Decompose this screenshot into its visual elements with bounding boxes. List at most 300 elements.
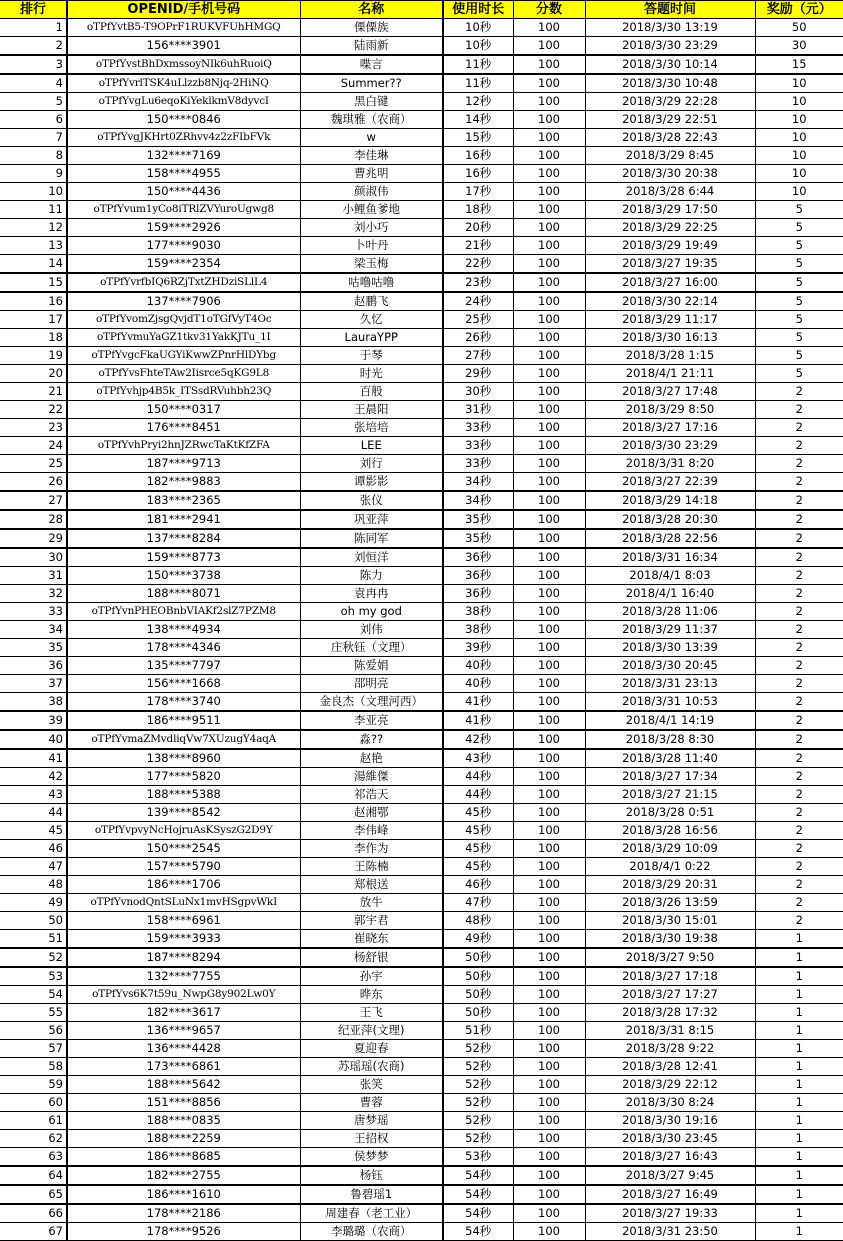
cell-score[interactable]: 100 (513, 822, 585, 840)
cell-answer-time[interactable]: 2018/3/27 19:35 (585, 255, 755, 274)
cell-openid[interactable]: oTPfYvrlTSK4uLlzzb8Njq-2HiNQ (67, 74, 300, 93)
cell-name[interactable]: 刘恒洋 (300, 548, 443, 567)
cell-answer-time[interactable]: 2018/3/29 10:09 (585, 840, 755, 858)
cell-answer-time[interactable]: 2018/3/28 22:56 (585, 529, 755, 548)
cell-name[interactable]: 王招权 (300, 1130, 443, 1148)
cell-reward[interactable]: 15 (755, 55, 843, 74)
cell-name[interactable]: 谭影影 (300, 473, 443, 492)
cell-duration[interactable]: 44秒 (443, 786, 513, 804)
cell-reward[interactable]: 50 (755, 19, 843, 37)
cell-score[interactable]: 100 (513, 621, 585, 639)
cell-score[interactable]: 100 (513, 948, 585, 967)
cell-duration[interactable]: 45秒 (443, 858, 513, 876)
cell-openid[interactable]: oTPfYvrfbIQ6RZjTxtZHDziSLlL4 (67, 273, 300, 292)
cell-answer-time[interactable]: 2018/3/30 15:01 (585, 912, 755, 930)
cell-score[interactable]: 100 (513, 786, 585, 804)
cell-openid[interactable]: 188****8071 (67, 585, 300, 603)
cell-duration[interactable]: 49秒 (443, 930, 513, 949)
cell-openid[interactable]: 137****8284 (67, 529, 300, 548)
cell-reward[interactable]: 2 (755, 804, 843, 822)
cell-name[interactable]: 梁玉梅 (300, 255, 443, 274)
cell-openid[interactable]: 150****2545 (67, 840, 300, 858)
cell-answer-time[interactable]: 2018/4/1 8:03 (585, 567, 755, 585)
cell-reward[interactable]: 1 (755, 1094, 843, 1112)
cell-score[interactable]: 100 (513, 147, 585, 165)
cell-duration[interactable]: 27秒 (443, 347, 513, 365)
cell-name[interactable]: 苏瑶瑶(农商) (300, 1058, 443, 1076)
cell-rank[interactable]: 50 (0, 912, 67, 930)
cell-openid[interactable]: 177****5820 (67, 768, 300, 786)
cell-name[interactable]: 淼?? (300, 730, 443, 749)
cell-reward[interactable]: 2 (755, 419, 843, 437)
cell-duration[interactable]: 23秒 (443, 273, 513, 292)
cell-reward[interactable]: 2 (755, 858, 843, 876)
cell-name[interactable]: 颜淑伟 (300, 183, 443, 201)
cell-reward[interactable]: 1 (755, 1148, 843, 1167)
cell-answer-time[interactable]: 2018/3/27 22:39 (585, 473, 755, 492)
cell-openid[interactable]: 158****6961 (67, 912, 300, 930)
cell-answer-time[interactable]: 2018/3/27 17:48 (585, 383, 755, 401)
cell-answer-time[interactable]: 2018/3/28 20:30 (585, 510, 755, 529)
cell-name[interactable]: 陈力 (300, 567, 443, 585)
cell-openid[interactable]: 150****0317 (67, 401, 300, 419)
cell-duration[interactable]: 16秒 (443, 147, 513, 165)
cell-reward[interactable]: 2 (755, 711, 843, 730)
cell-duration[interactable]: 43秒 (443, 749, 513, 768)
cell-duration[interactable]: 10秒 (443, 37, 513, 56)
cell-reward[interactable]: 2 (755, 749, 843, 768)
cell-name[interactable]: 鲁碧瑶1 (300, 1185, 443, 1204)
cell-answer-time[interactable]: 2018/3/30 13:19 (585, 19, 755, 37)
cell-score[interactable]: 100 (513, 93, 585, 111)
cell-name[interactable]: 魏琪雅（农商） (300, 111, 443, 129)
cell-score[interactable]: 100 (513, 311, 585, 329)
cell-duration[interactable]: 46秒 (443, 876, 513, 894)
cell-score[interactable]: 100 (513, 749, 585, 768)
cell-score[interactable]: 100 (513, 55, 585, 74)
cell-duration[interactable]: 52秒 (443, 1076, 513, 1094)
cell-reward[interactable]: 2 (755, 675, 843, 693)
cell-score[interactable]: 100 (513, 510, 585, 529)
cell-openid[interactable]: 178****3740 (67, 693, 300, 712)
cell-name[interactable]: LauraYPP (300, 329, 443, 347)
cell-openid[interactable]: 135****7797 (67, 657, 300, 675)
cell-duration[interactable]: 40秒 (443, 675, 513, 693)
cell-answer-time[interactable]: 2018/3/29 8:45 (585, 147, 755, 165)
cell-duration[interactable]: 54秒 (443, 1166, 513, 1185)
cell-name[interactable]: 刘伟 (300, 621, 443, 639)
cell-reward[interactable]: 5 (755, 311, 843, 329)
cell-score[interactable]: 100 (513, 365, 585, 383)
cell-answer-time[interactable]: 2018/3/29 11:17 (585, 311, 755, 329)
cell-reward[interactable]: 2 (755, 529, 843, 548)
cell-rank[interactable]: 18 (0, 329, 67, 347)
cell-score[interactable]: 100 (513, 840, 585, 858)
cell-name[interactable]: 赵鹏飞 (300, 292, 443, 311)
cell-name[interactable]: 张仪 (300, 491, 443, 510)
cell-answer-time[interactable]: 2018/3/27 17:18 (585, 967, 755, 986)
cell-duration[interactable]: 45秒 (443, 822, 513, 840)
cell-openid[interactable]: 182****2755 (67, 1166, 300, 1185)
cell-answer-time[interactable]: 2018/3/30 19:38 (585, 930, 755, 949)
cell-reward[interactable]: 10 (755, 74, 843, 93)
cell-duration[interactable]: 36秒 (443, 585, 513, 603)
cell-name[interactable]: 赵湘鄂 (300, 804, 443, 822)
cell-reward[interactable]: 10 (755, 147, 843, 165)
cell-duration[interactable]: 42秒 (443, 730, 513, 749)
cell-answer-time[interactable]: 2018/3/30 10:48 (585, 74, 755, 93)
cell-reward[interactable]: 1 (755, 1185, 843, 1204)
cell-answer-time[interactable]: 2018/3/31 10:53 (585, 693, 755, 712)
cell-score[interactable]: 100 (513, 1022, 585, 1040)
cell-answer-time[interactable]: 2018/3/28 6:44 (585, 183, 755, 201)
cell-name[interactable]: 袁冉冉 (300, 585, 443, 603)
header-answer-time[interactable]: 答题时间 (585, 1, 755, 19)
cell-openid[interactable]: oTPfYvsFhteTAw2Iisrce5qKG9L8 (67, 365, 300, 383)
cell-duration[interactable]: 16秒 (443, 165, 513, 183)
cell-reward[interactable]: 2 (755, 786, 843, 804)
cell-rank[interactable]: 49 (0, 894, 67, 912)
cell-reward[interactable]: 5 (755, 273, 843, 292)
cell-duration[interactable]: 51秒 (443, 1022, 513, 1040)
cell-duration[interactable]: 21秒 (443, 237, 513, 255)
cell-score[interactable]: 100 (513, 219, 585, 237)
cell-name[interactable]: 湯維傑 (300, 768, 443, 786)
cell-openid[interactable]: 136****4428 (67, 1040, 300, 1058)
cell-name[interactable]: 夏迎春 (300, 1040, 443, 1058)
cell-openid[interactable]: 132****7169 (67, 147, 300, 165)
cell-answer-time[interactable]: 2018/3/27 17:27 (585, 986, 755, 1004)
cell-score[interactable]: 100 (513, 329, 585, 347)
cell-name[interactable]: 侯梦梦 (300, 1148, 443, 1167)
cell-name[interactable]: 卜叶丹 (300, 237, 443, 255)
cell-score[interactable]: 100 (513, 1130, 585, 1148)
cell-answer-time[interactable]: 2018/3/30 10:14 (585, 55, 755, 74)
cell-score[interactable]: 100 (513, 639, 585, 657)
cell-score[interactable]: 100 (513, 804, 585, 822)
cell-reward[interactable]: 1 (755, 930, 843, 949)
cell-reward[interactable]: 2 (755, 768, 843, 786)
cell-duration[interactable]: 54秒 (443, 1223, 513, 1241)
cell-answer-time[interactable]: 2018/3/29 14:18 (585, 491, 755, 510)
cell-score[interactable]: 100 (513, 237, 585, 255)
cell-name[interactable]: 放牛 (300, 894, 443, 912)
cell-score[interactable]: 100 (513, 585, 585, 603)
cell-reward[interactable]: 5 (755, 219, 843, 237)
cell-answer-time[interactable]: 2018/3/30 23:29 (585, 437, 755, 455)
header-rank[interactable]: 排行 (0, 1, 67, 19)
cell-rank[interactable]: 14 (0, 255, 67, 274)
cell-reward[interactable]: 2 (755, 912, 843, 930)
cell-reward[interactable]: 2 (755, 876, 843, 894)
cell-duration[interactable]: 17秒 (443, 183, 513, 201)
cell-rank[interactable]: 31 (0, 567, 67, 585)
cell-rank[interactable]: 9 (0, 165, 67, 183)
cell-openid[interactable]: oTPfYvgLu6eqoKiYeklkmV8dyvcI (67, 93, 300, 111)
cell-openid[interactable]: 178****9526 (67, 1223, 300, 1241)
cell-score[interactable]: 100 (513, 1223, 585, 1241)
cell-answer-time[interactable]: 2018/3/28 17:32 (585, 1004, 755, 1022)
cell-rank[interactable]: 41 (0, 749, 67, 768)
cell-reward[interactable]: 5 (755, 365, 843, 383)
cell-answer-time[interactable]: 2018/3/29 22:12 (585, 1076, 755, 1094)
cell-name[interactable]: 巩亚萍 (300, 510, 443, 529)
cell-score[interactable]: 100 (513, 986, 585, 1004)
cell-rank[interactable]: 54 (0, 986, 67, 1004)
cell-name[interactable]: 刘小巧 (300, 219, 443, 237)
cell-reward[interactable]: 1 (755, 1204, 843, 1223)
cell-score[interactable]: 100 (513, 675, 585, 693)
cell-openid[interactable]: 159****2354 (67, 255, 300, 274)
cell-rank[interactable]: 8 (0, 147, 67, 165)
cell-name[interactable]: 百般 (300, 383, 443, 401)
cell-score[interactable]: 100 (513, 201, 585, 219)
cell-score[interactable]: 100 (513, 129, 585, 147)
cell-score[interactable]: 100 (513, 930, 585, 949)
cell-openid[interactable]: 138****8960 (67, 749, 300, 768)
cell-rank[interactable]: 48 (0, 876, 67, 894)
cell-name[interactable]: 王陈楠 (300, 858, 443, 876)
cell-reward[interactable]: 10 (755, 129, 843, 147)
cell-duration[interactable]: 50秒 (443, 967, 513, 986)
cell-name[interactable]: 张培培 (300, 419, 443, 437)
cell-rank[interactable]: 58 (0, 1058, 67, 1076)
cell-rank[interactable]: 23 (0, 419, 67, 437)
cell-duration[interactable]: 34秒 (443, 473, 513, 492)
cell-score[interactable]: 100 (513, 383, 585, 401)
cell-answer-time[interactable]: 2018/3/30 22:14 (585, 292, 755, 311)
cell-rank[interactable]: 38 (0, 693, 67, 712)
cell-openid[interactable]: 173****6861 (67, 1058, 300, 1076)
cell-duration[interactable]: 34秒 (443, 491, 513, 510)
cell-score[interactable]: 100 (513, 165, 585, 183)
cell-reward[interactable]: 1 (755, 1004, 843, 1022)
cell-answer-time[interactable]: 2018/3/29 22:28 (585, 93, 755, 111)
cell-duration[interactable]: 54秒 (443, 1185, 513, 1204)
cell-rank[interactable]: 1 (0, 19, 67, 37)
cell-openid[interactable]: 188****5642 (67, 1076, 300, 1094)
cell-duration[interactable]: 39秒 (443, 639, 513, 657)
cell-reward[interactable]: 2 (755, 491, 843, 510)
cell-answer-time[interactable]: 2018/3/31 8:15 (585, 1022, 755, 1040)
cell-reward[interactable]: 10 (755, 165, 843, 183)
cell-openid[interactable]: 188****2259 (67, 1130, 300, 1148)
cell-name[interactable]: 曹兆明 (300, 165, 443, 183)
cell-name[interactable]: 曹蓉 (300, 1094, 443, 1112)
cell-reward[interactable]: 2 (755, 621, 843, 639)
cell-reward[interactable]: 5 (755, 237, 843, 255)
cell-answer-time[interactable]: 2018/3/30 20:45 (585, 657, 755, 675)
cell-reward[interactable]: 2 (755, 401, 843, 419)
cell-duration[interactable]: 44秒 (443, 768, 513, 786)
cell-answer-time[interactable]: 2018/3/29 8:50 (585, 401, 755, 419)
cell-reward[interactable]: 2 (755, 383, 843, 401)
cell-answer-time[interactable]: 2018/3/27 9:50 (585, 948, 755, 967)
cell-rank[interactable]: 19 (0, 347, 67, 365)
cell-rank[interactable]: 13 (0, 237, 67, 255)
cell-answer-time[interactable]: 2018/3/29 17:50 (585, 201, 755, 219)
cell-duration[interactable]: 45秒 (443, 840, 513, 858)
cell-answer-time[interactable]: 2018/3/27 19:33 (585, 1204, 755, 1223)
cell-openid[interactable]: 156****3901 (67, 37, 300, 56)
cell-answer-time[interactable]: 2018/3/30 16:13 (585, 329, 755, 347)
cell-rank[interactable]: 25 (0, 455, 67, 473)
cell-name[interactable]: 崔晓东 (300, 930, 443, 949)
cell-openid[interactable]: 150****4436 (67, 183, 300, 201)
cell-answer-time[interactable]: 2018/3/31 23:13 (585, 675, 755, 693)
cell-openid[interactable]: oTPfYvmaZMvdliqVw7XUzugY4aqA (67, 730, 300, 749)
cell-answer-time[interactable]: 2018/3/30 8:24 (585, 1094, 755, 1112)
cell-answer-time[interactable]: 2018/3/27 17:34 (585, 768, 755, 786)
cell-score[interactable]: 100 (513, 711, 585, 730)
cell-answer-time[interactable]: 2018/3/29 20:31 (585, 876, 755, 894)
cell-duration[interactable]: 26秒 (443, 329, 513, 347)
cell-duration[interactable]: 52秒 (443, 1094, 513, 1112)
cell-rank[interactable]: 27 (0, 491, 67, 510)
cell-score[interactable]: 100 (513, 967, 585, 986)
cell-openid[interactable]: 150****0846 (67, 111, 300, 129)
cell-score[interactable]: 100 (513, 37, 585, 56)
cell-rank[interactable]: 4 (0, 74, 67, 93)
cell-reward[interactable]: 1 (755, 1130, 843, 1148)
cell-openid[interactable]: 186****1610 (67, 1185, 300, 1204)
cell-score[interactable]: 100 (513, 1112, 585, 1130)
cell-openid[interactable]: oTPfYvum1yCo8iTRlZVYuroUgwg8 (67, 201, 300, 219)
cell-score[interactable]: 100 (513, 401, 585, 419)
cell-name[interactable]: 时光 (300, 365, 443, 383)
cell-duration[interactable]: 52秒 (443, 1040, 513, 1058)
cell-answer-time[interactable]: 2018/3/27 16:00 (585, 273, 755, 292)
cell-answer-time[interactable]: 2018/3/30 23:29 (585, 37, 755, 56)
cell-answer-time[interactable]: 2018/4/1 0:22 (585, 858, 755, 876)
cell-name[interactable]: 李亚亮 (300, 711, 443, 730)
cell-duration[interactable]: 35秒 (443, 510, 513, 529)
cell-reward[interactable]: 2 (755, 822, 843, 840)
cell-score[interactable]: 100 (513, 437, 585, 455)
cell-rank[interactable]: 66 (0, 1204, 67, 1223)
cell-reward[interactable]: 5 (755, 292, 843, 311)
cell-name[interactable]: 孙宇 (300, 967, 443, 986)
cell-rank[interactable]: 57 (0, 1040, 67, 1058)
cell-rank[interactable]: 59 (0, 1076, 67, 1094)
cell-duration[interactable]: 10秒 (443, 19, 513, 37)
cell-duration[interactable]: 41秒 (443, 693, 513, 712)
cell-answer-time[interactable]: 2018/3/28 16:56 (585, 822, 755, 840)
cell-reward[interactable]: 2 (755, 585, 843, 603)
cell-answer-time[interactable]: 2018/3/31 8:20 (585, 455, 755, 473)
cell-answer-time[interactable]: 2018/4/1 14:19 (585, 711, 755, 730)
cell-rank[interactable]: 34 (0, 621, 67, 639)
cell-score[interactable]: 100 (513, 473, 585, 492)
cell-score[interactable]: 100 (513, 255, 585, 274)
cell-rank[interactable]: 42 (0, 768, 67, 786)
cell-reward[interactable]: 2 (755, 567, 843, 585)
cell-score[interactable]: 100 (513, 419, 585, 437)
cell-answer-time[interactable]: 2018/3/28 1:15 (585, 347, 755, 365)
cell-name[interactable]: 小鲤鱼爹地 (300, 201, 443, 219)
cell-reward[interactable]: 2 (755, 894, 843, 912)
cell-score[interactable]: 100 (513, 1094, 585, 1112)
cell-answer-time[interactable]: 2018/3/28 11:40 (585, 749, 755, 768)
cell-score[interactable]: 100 (513, 529, 585, 548)
header-score[interactable]: 分数 (513, 1, 585, 19)
cell-duration[interactable]: 48秒 (443, 912, 513, 930)
cell-rank[interactable]: 12 (0, 219, 67, 237)
cell-score[interactable]: 100 (513, 858, 585, 876)
cell-rank[interactable]: 2 (0, 37, 67, 56)
cell-rank[interactable]: 35 (0, 639, 67, 657)
cell-answer-time[interactable]: 2018/4/1 16:40 (585, 585, 755, 603)
cell-rank[interactable]: 37 (0, 675, 67, 693)
cell-answer-time[interactable]: 2018/3/28 22:43 (585, 129, 755, 147)
cell-reward[interactable]: 2 (755, 603, 843, 621)
cell-openid[interactable]: 178****4346 (67, 639, 300, 657)
cell-openid[interactable]: oTPfYvhjp4B5k_ITSsdRVuhbh23Q (67, 383, 300, 401)
cell-rank[interactable]: 20 (0, 365, 67, 383)
cell-name[interactable]: 陈同军 (300, 529, 443, 548)
cell-reward[interactable]: 1 (755, 986, 843, 1004)
cell-rank[interactable]: 55 (0, 1004, 67, 1022)
cell-reward[interactable]: 1 (755, 1058, 843, 1076)
header-openid[interactable]: OPENID/手机号码 (67, 1, 300, 19)
cell-openid[interactable]: oTPfYvgJKHrt0ZRhvv4z2zFIbFVk (67, 129, 300, 147)
cell-name[interactable]: 于琴 (300, 347, 443, 365)
cell-duration[interactable]: 38秒 (443, 603, 513, 621)
cell-duration[interactable]: 52秒 (443, 1058, 513, 1076)
cell-answer-time[interactable]: 2018/3/27 16:43 (585, 1148, 755, 1167)
cell-openid[interactable]: oTPfYvnodQntSLuNx1mvHSgpvWkI (67, 894, 300, 912)
cell-rank[interactable]: 61 (0, 1112, 67, 1130)
cell-answer-time[interactable]: 2018/3/29 22:51 (585, 111, 755, 129)
cell-rank[interactable]: 29 (0, 529, 67, 548)
cell-answer-time[interactable]: 2018/3/30 19:16 (585, 1112, 755, 1130)
cell-openid[interactable]: 158****4955 (67, 165, 300, 183)
cell-rank[interactable]: 52 (0, 948, 67, 967)
cell-name[interactable]: 李璐璐（农商） (300, 1223, 443, 1241)
cell-duration[interactable]: 11秒 (443, 74, 513, 93)
cell-rank[interactable]: 60 (0, 1094, 67, 1112)
cell-rank[interactable]: 62 (0, 1130, 67, 1148)
cell-reward[interactable]: 2 (755, 510, 843, 529)
cell-duration[interactable]: 20秒 (443, 219, 513, 237)
cell-score[interactable]: 100 (513, 657, 585, 675)
cell-rank[interactable]: 46 (0, 840, 67, 858)
cell-name[interactable]: 周建春（老工业） (300, 1204, 443, 1223)
cell-name[interactable]: 晔东 (300, 986, 443, 1004)
cell-reward[interactable]: 10 (755, 93, 843, 111)
cell-name[interactable]: 喋言 (300, 55, 443, 74)
cell-rank[interactable]: 26 (0, 473, 67, 492)
cell-openid[interactable]: 182****9883 (67, 473, 300, 492)
cell-name[interactable]: 黑白键 (300, 93, 443, 111)
cell-duration[interactable]: 35秒 (443, 529, 513, 548)
cell-duration[interactable]: 33秒 (443, 419, 513, 437)
cell-reward[interactable]: 5 (755, 329, 843, 347)
cell-duration[interactable]: 36秒 (443, 567, 513, 585)
cell-answer-time[interactable]: 2018/3/31 16:34 (585, 548, 755, 567)
cell-name[interactable]: 郭宇君 (300, 912, 443, 930)
cell-rank[interactable]: 15 (0, 273, 67, 292)
cell-score[interactable]: 100 (513, 455, 585, 473)
cell-answer-time[interactable]: 2018/3/29 19:49 (585, 237, 755, 255)
cell-score[interactable]: 100 (513, 603, 585, 621)
cell-openid[interactable]: 181****2941 (67, 510, 300, 529)
cell-rank[interactable]: 5 (0, 93, 67, 111)
cell-duration[interactable]: 41秒 (443, 711, 513, 730)
cell-openid[interactable]: 183****2365 (67, 491, 300, 510)
cell-rank[interactable]: 67 (0, 1223, 67, 1241)
cell-duration[interactable]: 52秒 (443, 1130, 513, 1148)
